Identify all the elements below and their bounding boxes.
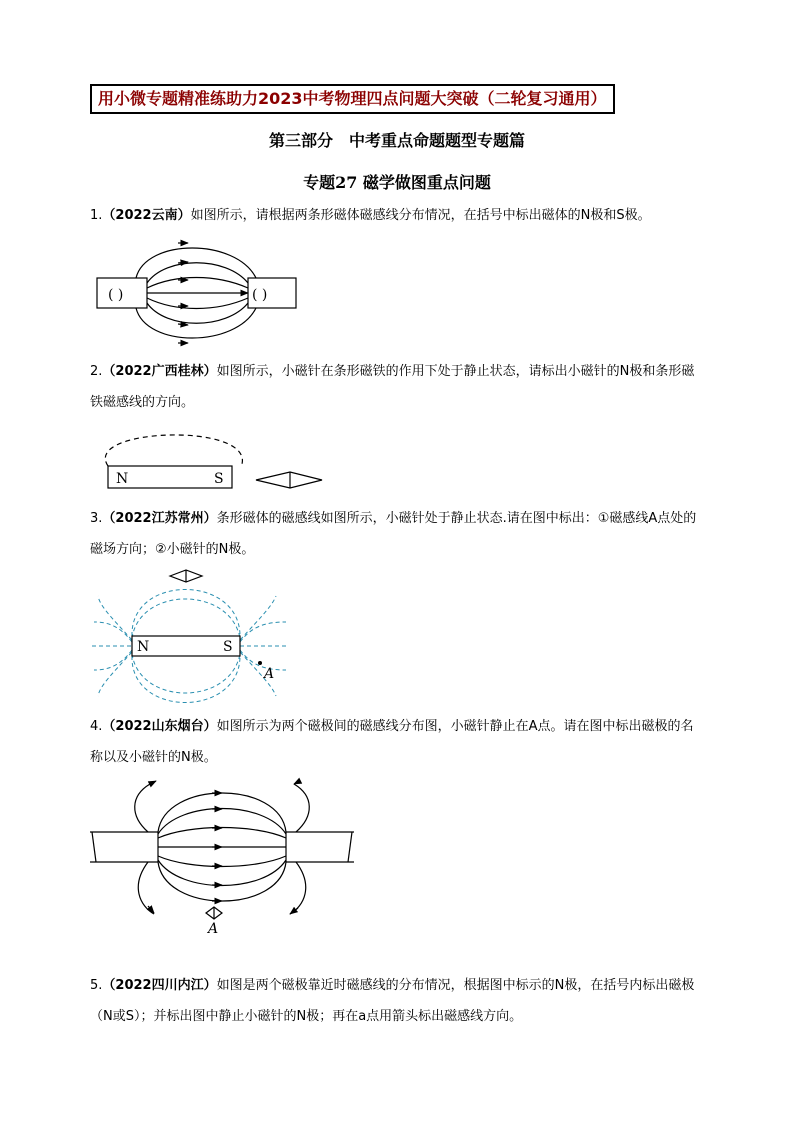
compass-needle [256,472,322,488]
figure-4 [90,776,354,936]
question-3 [90,503,702,565]
series-banner: 用小微专题精准练助力2023中考物理四点问题大突破（二轮复习通用） [90,84,615,114]
question-text: 如图所示，请根据两条形磁体磁感线分布情况，在括号中标出磁体的N极和S极。 [190,208,651,223]
question-text: 条形磁体的磁感线如图所示，小磁针处于静止状态.请在图中标出：①磁感线A点处的磁场方向；②小磁针的N极。 [90,511,697,557]
field-lines [135,781,310,914]
question-text: 如图所示，小磁针在条形磁铁的作用下处于静止状态，请标出小磁针的N极和条形磁铁磁感线的方向。 [90,364,695,410]
dashed-field-line [105,435,242,466]
right-pole-bracket: ( ) [252,287,268,303]
question-source: （2022江苏常州） [102,511,217,526]
question-number: 3. [90,511,103,526]
point-a-label: A [208,921,219,937]
right-pole [286,832,354,862]
compass-needle [170,570,202,582]
question-source: （2022广西桂林） [102,364,217,379]
field-lines [136,243,256,343]
part-title: 第三部分 中考重点命题题型专题篇 [268,131,525,150]
magnet-n-label: N [137,639,150,655]
question-number: 1. [90,208,103,223]
question-source: （2022云南） [102,208,191,223]
question-source: （2022四川内江） [102,978,217,993]
question-source: （2022山东烟台） [102,719,217,734]
figure-2 [92,428,324,492]
question-5 [90,970,702,1032]
question-number: 2. [90,364,103,379]
question-number: 4. [90,719,103,734]
question-text: 如图所示为两个磁极间的磁感线分布图，小磁针静止在A点。请在图中标出磁极的名称以及小磁针的N极。 [90,719,694,765]
magnet-s-label: S [223,639,233,655]
point-a-label: A [264,666,275,682]
left-pole [90,832,158,862]
compass-needle [206,907,222,919]
figure-3 [90,566,290,706]
topic-title: 专题27 磁学做图重点问题 [303,173,491,192]
magnet-s-label: S [214,471,224,487]
question-number: 5. [90,978,103,993]
question-text: 如图是两个磁极靠近时磁感线的分布情况，根据图中标示的N极，在括号内标出磁极（N或S）；并标出图中静止小磁针的N极；再在a点用箭头标出磁感线方向。 [90,978,695,1024]
point-a-dot [258,661,262,665]
question-1 [90,200,702,231]
question-2 [90,356,702,418]
magnet-n-label: N [116,471,129,487]
figure-1 [96,236,296,356]
left-pole-bracket: ( ) [108,287,124,303]
question-4 [90,711,702,773]
